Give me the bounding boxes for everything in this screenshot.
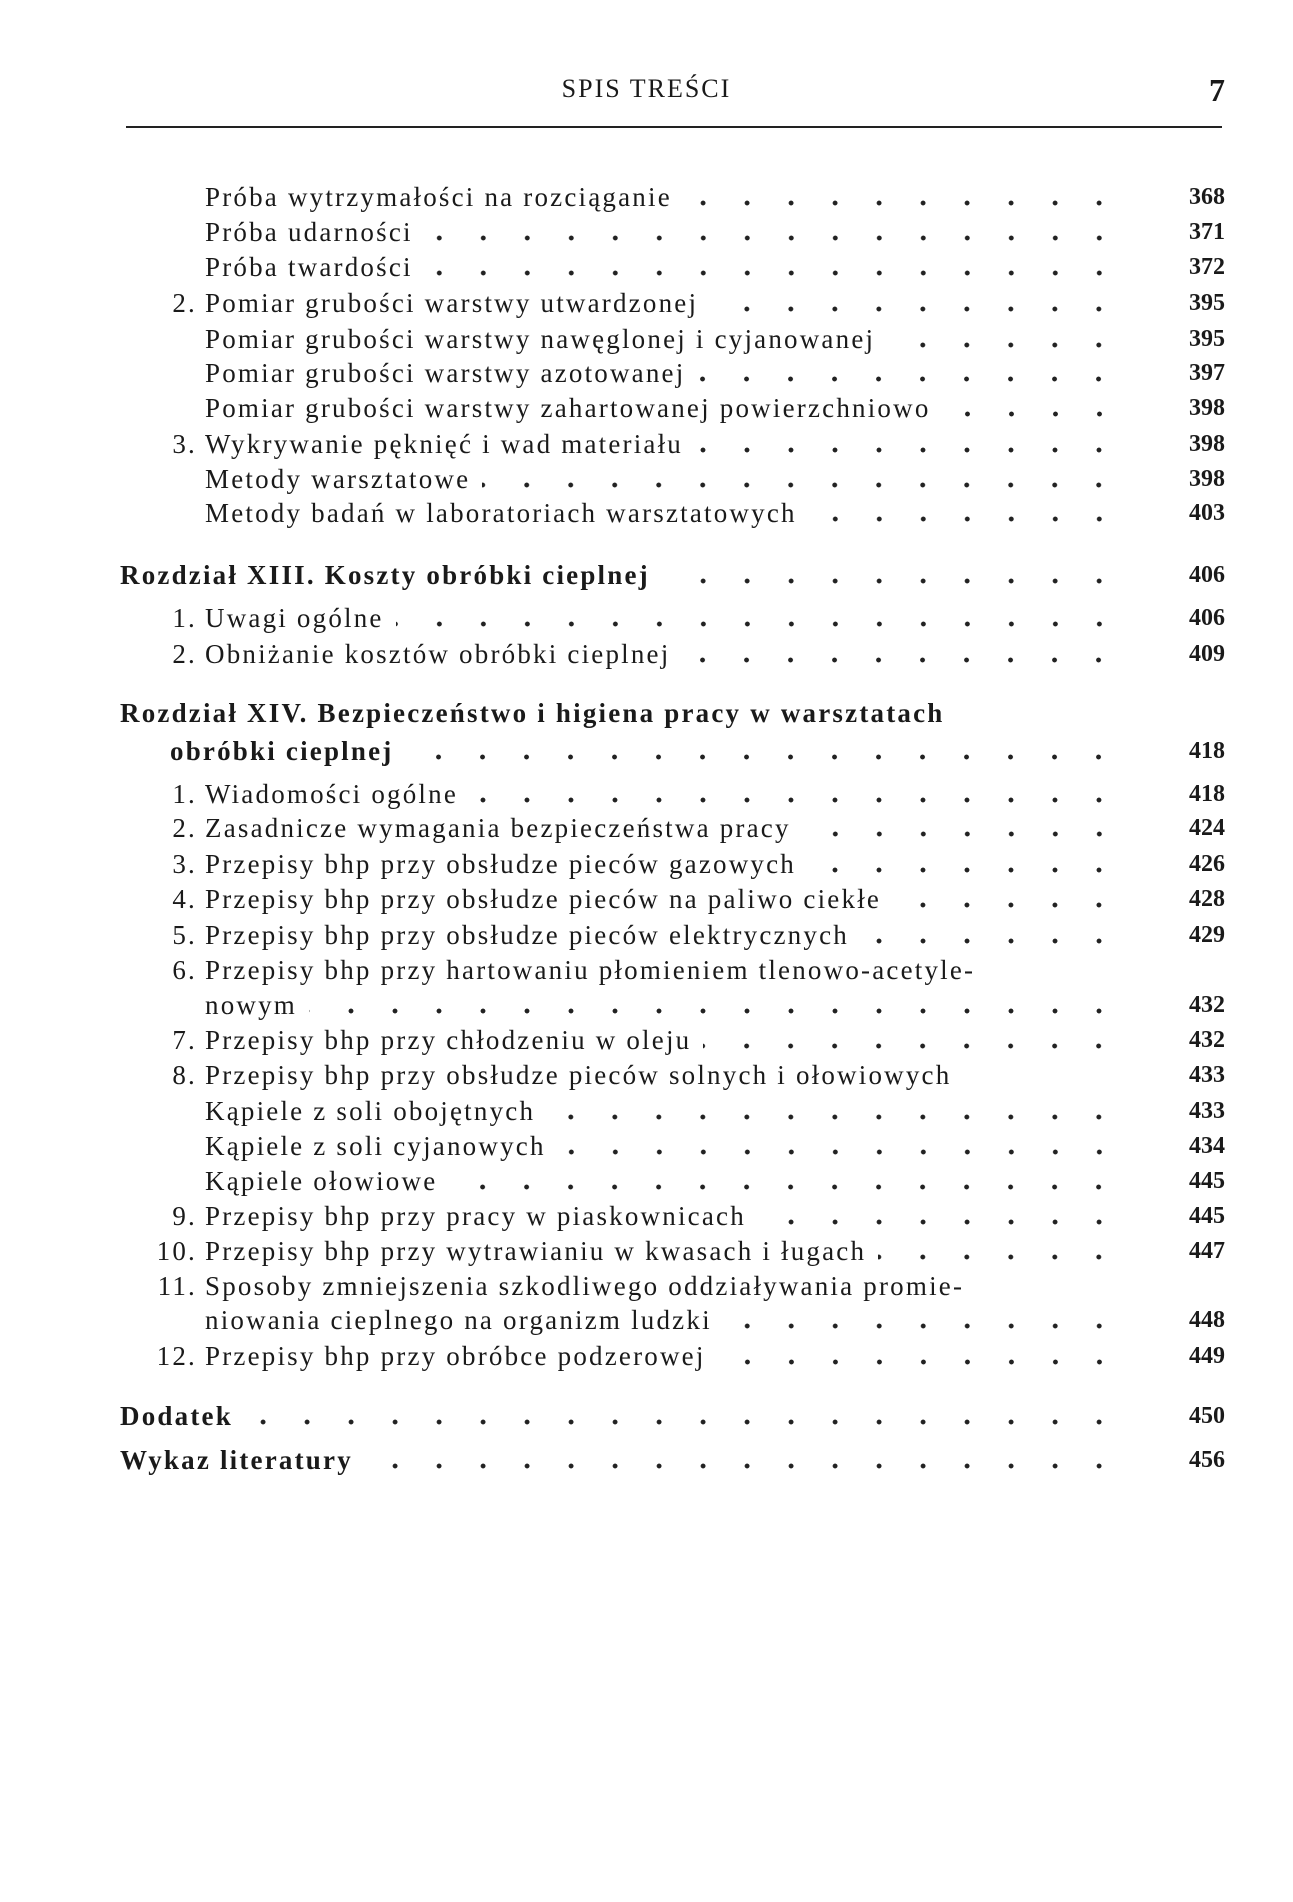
- toc-entry: [0, 1129, 1293, 1163]
- entry-number: 1.: [172, 602, 197, 633]
- entry-title: Przepisy bhp przy pracy w piaskownicach: [205, 1200, 746, 1231]
- toc-entry: [0, 777, 1293, 811]
- dot-leader: [547, 1094, 1121, 1128]
- dot-leader: [558, 1129, 1121, 1163]
- entry-number: 7.: [172, 1024, 197, 1055]
- entry-page-number: 426: [1189, 850, 1225, 877]
- toc-entry: [0, 462, 1293, 496]
- toc-entry: [0, 1094, 1293, 1128]
- dot-leader: [809, 496, 1121, 530]
- dot-leader: [695, 427, 1121, 461]
- toc-entry: [0, 1303, 1293, 1337]
- toc-chapter-entry: [0, 1399, 1293, 1433]
- entry-page-number: 406: [1189, 604, 1225, 631]
- entry-title: Przepisy bhp przy obsłudze pieców na paliwo ciekłe: [205, 883, 882, 914]
- entry-number: 3.: [172, 848, 197, 879]
- toc-entry: [0, 1269, 1293, 1303]
- toc-entry: [0, 356, 1293, 390]
- entry-title: Kąpiele z soli cyjanowych: [205, 1130, 546, 1161]
- dot-leader: [684, 180, 1121, 214]
- dot-leader: [405, 734, 1121, 768]
- entry-page-number: 406: [1189, 561, 1225, 588]
- toc-entry: [0, 496, 1293, 530]
- entry-title: Uwagi ogólne: [205, 602, 384, 633]
- dot-leader: [943, 391, 1121, 425]
- entry-title: Próba wytrzymałości na rozciąganie: [205, 181, 672, 212]
- entry-number: 8.: [172, 1059, 197, 1090]
- dot-leader: [697, 356, 1121, 390]
- entry-title: Rozdział XIV. Bezpieczeństwo i higiena pracy w warsztatach: [120, 697, 945, 728]
- entry-title: Przepisy bhp przy chłodzeniu w oleju: [205, 1024, 692, 1055]
- dot-leader: [449, 1164, 1121, 1198]
- dot-leader: [425, 250, 1121, 284]
- toc-chapter-entry: [0, 696, 1293, 730]
- entry-number: 9.: [172, 1200, 197, 1231]
- entry-page-number: 409: [1189, 640, 1225, 667]
- page-number: 7: [1209, 72, 1225, 108]
- dot-leader: [808, 847, 1121, 881]
- entry-title: Metody warsztatowe: [205, 463, 471, 494]
- entry-page-number: 428: [1189, 885, 1225, 912]
- entry-page-number: 424: [1189, 814, 1225, 841]
- entry-page-number: 418: [1189, 737, 1225, 764]
- dot-leader: [482, 462, 1121, 496]
- entry-number: 6.: [172, 954, 197, 985]
- toc-entry: [0, 988, 1293, 1022]
- toc-entry: [0, 1199, 1293, 1233]
- entry-title: Przepisy bhp przy hartowaniu płomieniem tlenowo-acetyle-: [205, 954, 976, 985]
- entry-title: Próba udarności: [205, 216, 413, 247]
- entry-title: Sposoby zmniejszenia szkodliwego oddziaływania promie-: [205, 1270, 965, 1301]
- entry-title: Pomiar grubości warstwy zahartowanej powierzchniowo: [205, 392, 931, 423]
- entry-title: Rozdział XIII. Koszty obróbki cieplnej: [120, 559, 650, 590]
- toc-chapter-entry: [0, 734, 1293, 768]
- dot-leader: [245, 1399, 1121, 1433]
- entry-title: Obniżanie kosztów obróbki cieplnej: [205, 638, 671, 669]
- toc-entry: [0, 427, 1293, 461]
- toc-entry: [0, 847, 1293, 881]
- dot-leader: [887, 322, 1121, 356]
- entry-number: 2.: [172, 638, 197, 669]
- entry-title: Wiadomości ogólne: [205, 778, 459, 809]
- toc-chapter-entry: [0, 558, 1293, 592]
- entry-title: Dodatek: [120, 1400, 233, 1431]
- entry-number: 10.: [156, 1235, 197, 1266]
- entry-number: 12.: [156, 1340, 197, 1371]
- entry-title: Pomiar grubości warstwy utwardzonej: [205, 287, 699, 318]
- dot-leader: [662, 558, 1121, 592]
- entry-number: 4.: [172, 883, 197, 914]
- dot-leader: [470, 777, 1121, 811]
- entry-title: Przepisy bhp przy obsłudze pieców elektrycznych: [205, 919, 849, 950]
- entry-page-number: 432: [1189, 991, 1225, 1018]
- dot-leader: [703, 1023, 1121, 1057]
- dot-leader: [718, 1339, 1121, 1373]
- dot-leader: [309, 988, 1121, 1022]
- dot-leader: [803, 811, 1121, 845]
- entry-page-number: 395: [1189, 289, 1225, 316]
- toc-entry: [0, 918, 1293, 952]
- entry-page-number: 445: [1189, 1202, 1225, 1229]
- dot-leader: [425, 215, 1121, 249]
- header-rule: [126, 126, 1222, 128]
- entry-page-number: 397: [1189, 359, 1225, 386]
- entry-page-number: 372: [1189, 253, 1225, 280]
- entry-page-number: 434: [1189, 1132, 1225, 1159]
- toc-entry: [0, 286, 1293, 320]
- entry-page-number: 445: [1189, 1167, 1225, 1194]
- entry-page-number: 398: [1189, 430, 1225, 457]
- dot-leader: [682, 637, 1121, 671]
- entry-title: Metody badań w laboratoriach warsztatowych: [205, 497, 797, 528]
- entry-page-number: 456: [1189, 1446, 1225, 1473]
- entry-title: nowym: [205, 989, 297, 1020]
- toc-entry: [0, 180, 1293, 214]
- entry-title: Wykrywanie pęknięć i wad materiału: [205, 428, 684, 459]
- entry-number: 2.: [172, 287, 197, 318]
- toc-entry: [0, 1023, 1293, 1057]
- entry-title: obróbki cieplnej: [170, 735, 394, 766]
- toc-chapter-entry: [0, 1443, 1293, 1477]
- toc-entry: [0, 637, 1293, 671]
- toc-entry: [0, 1058, 1293, 1092]
- entry-title: Próba twardości: [205, 251, 413, 282]
- toc-entry: [0, 1339, 1293, 1373]
- toc-entry: [0, 811, 1293, 845]
- entry-page-number: 432: [1189, 1026, 1225, 1053]
- entry-title: Przepisy bhp przy obsłudze pieców gazowych: [205, 848, 797, 879]
- entry-title: niowania cieplnego na organizm ludzki: [205, 1304, 712, 1335]
- dot-leader: [724, 1303, 1121, 1337]
- dot-leader: [396, 601, 1121, 635]
- entry-title: Wykaz literatury: [120, 1444, 353, 1475]
- dot-leader: [861, 918, 1121, 952]
- toc-entry: [0, 1234, 1293, 1268]
- dot-leader: [878, 1234, 1121, 1268]
- entry-page-number: 429: [1189, 921, 1225, 948]
- dot-leader: [758, 1199, 1121, 1233]
- toc-entry: [0, 882, 1293, 916]
- toc-entry: [0, 250, 1293, 284]
- entry-page-number: 433: [1189, 1061, 1225, 1088]
- toc-entry: [0, 601, 1293, 635]
- entry-title: Zasadnicze wymagania bezpieczeństwa pracy: [205, 812, 791, 843]
- entry-title: Pomiar grubości warstwy nawęglonej i cyjanowanej: [205, 323, 876, 354]
- entry-page-number: 368: [1189, 183, 1225, 210]
- entry-page-number: 447: [1189, 1237, 1225, 1264]
- dot-leader: [710, 286, 1121, 320]
- toc-entry: [0, 1164, 1293, 1198]
- entry-title: Przepisy bhp przy obróbce podzerowej: [205, 1340, 706, 1371]
- entry-page-number: 449: [1189, 1342, 1225, 1369]
- entry-title: Przepisy bhp przy wytrawianiu w kwasach i ługach: [205, 1235, 867, 1266]
- entry-page-number: 433: [1189, 1097, 1225, 1124]
- entry-number: 5.: [172, 919, 197, 950]
- toc-entry: [0, 322, 1293, 356]
- entry-page-number: 398: [1189, 465, 1225, 492]
- toc-entry: [0, 953, 1293, 987]
- entry-number: 2.: [172, 812, 197, 843]
- dot-leader: [365, 1443, 1121, 1477]
- entry-number: 1.: [172, 778, 197, 809]
- dot-leader: [893, 882, 1121, 916]
- entry-page-number: 395: [1189, 325, 1225, 352]
- toc-entry: [0, 391, 1293, 425]
- entry-title: Przepisy bhp przy obsłudze pieców solnych i ołowiowych: [205, 1059, 952, 1090]
- entry-page-number: 418: [1189, 780, 1225, 807]
- entry-page-number: 403: [1189, 499, 1225, 526]
- entry-number: 11.: [157, 1270, 197, 1301]
- entry-page-number: 448: [1189, 1306, 1225, 1333]
- entry-number: 3.: [172, 428, 197, 459]
- entry-title: Kąpiele z soli obojętnych: [205, 1095, 536, 1126]
- running-header-title: SPIS TREŚCI: [561, 74, 732, 103]
- entry-page-number: 371: [1189, 218, 1225, 245]
- entry-title: Kąpiele ołowiowe: [205, 1165, 438, 1196]
- entry-page-number: 450: [1189, 1402, 1225, 1429]
- entry-title: Pomiar grubości warstwy azotowanej: [205, 357, 686, 388]
- toc-entry: [0, 215, 1293, 249]
- entry-page-number: 398: [1189, 394, 1225, 421]
